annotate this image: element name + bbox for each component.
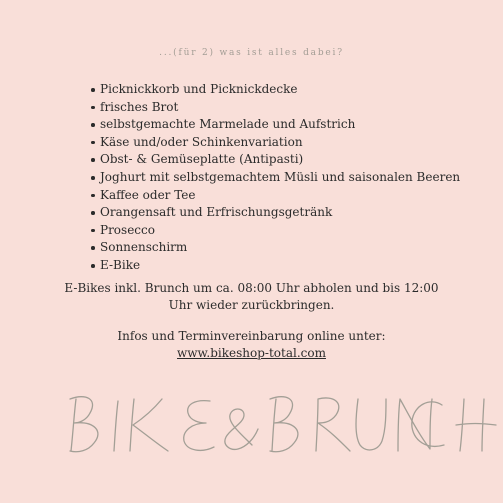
logo-ampersand [225,409,258,449]
website-link[interactable]: www.bikeshop-total.com [177,346,326,360]
included-items-list [91,81,460,275]
list-item: Sonnenschirm [91,239,460,257]
logo-letter-k [130,399,168,451]
list-item: Kaffee oder Tee [91,187,460,205]
logo-letter-i [114,401,118,451]
logo-letter-h [456,399,496,451]
logo-letter-b2 [270,397,298,452]
list-item: frisches Brot [91,99,460,117]
section-subtitle: ...(für 2) was ist alles dabei? [159,48,344,58]
pickup-info-line: E-Bikes inkl. Brunch um ca. 08:00 Uhr abholen und bis 12:00 [64,281,439,295]
logo-letter-b [70,397,98,452]
contact-info-line: Infos und Terminvereinbarung online unter: [117,329,386,343]
pickup-info-line: Uhr wieder zurückbringen. [168,298,335,312]
list-item: Joghurt mit selbstgemachtem Müsli und saisonalen Beeren [91,169,460,187]
logo-letter-e [184,401,214,451]
logo-letter-c [412,402,444,447]
list-item: selbstgemachte Marmelade und Aufstrich [91,116,460,134]
logo-letter-n [398,399,432,451]
list-item: Käse und/oder Schinkenvariation [91,134,460,152]
list-item: Orangensaft und Erfrischungsgetränk [91,204,460,222]
logo-letter-u [356,399,386,450]
list-item: Prosecco [91,222,460,240]
pickup-info [0,280,503,314]
list-item: Picknickkorb und Picknickdecke [91,81,460,99]
logo-letter-r [316,398,350,451]
contact-info [0,328,503,362]
list-item: E-Bike [91,257,460,275]
list-item: Obst- & Gemüseplatte (Antipasti) [91,151,460,169]
bike-and-brunch-logo [0,385,503,465]
